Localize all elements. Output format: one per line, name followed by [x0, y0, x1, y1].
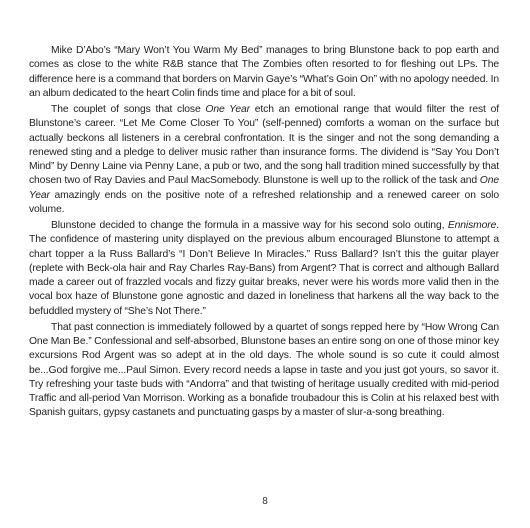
- paragraph-2-text-a: The couplet of songs that close: [51, 104, 206, 115]
- album-title-one-year-2: One Year: [29, 175, 499, 201]
- paragraph-4: [29, 321, 499, 421]
- paragraph-2: [29, 103, 499, 217]
- paragraph-3-text-b: . The confidence of mastering unity displayed on the previous album encouraged Blunstone to attempt a chart topper a la Russ Ballard’s “I Don’t Believe In Miracles.” Russ Ballard? Isn’t this the guitar player (replete with Beck-ola hair and Ray Charles Ray-Bans) from Argent? That is correct and although Ballard made a career out of frazzled vocals and fizzy guitar breaks, never were his words more valid then in the vocal box haze of Blunstone gone agnostic and dazed in loneliness that harkens all the way back to the befuddled mystery of “She’s Not There.”: [29, 220, 499, 317]
- paragraph-2-text-c: amazingly ends on the positive note of a refreshed relationship and a renewed career on solo volume.: [29, 189, 499, 215]
- paragraph-4-text: That past connection is immediately followed by a quartet of songs repped here by “How Wrong Can One Man Be.” Confessional and self-absorbed, Blunstone bases an entire song on one of those minor key excursions Rod Argent was so adept at in the old days. The whole sound is so cute it could almost be...God forgive me...Paul Simon. Every record needs a lapse in taste and you just got yours, so savor it. Try refreshing your taste buds with “Andorra” and that twisting of heritage usually credited with mid-period Traffic and all-period Van Morrison. Working as a bonafide troubadour this is Colin at his relaxed best with Spanish guitars, gypsy castanets and punctuating gasps by a master of slur-a-song breathing.: [29, 321, 499, 419]
- album-title-one-year: One Year: [205, 104, 250, 115]
- paragraph-2-text-b: etch an emotional range that would filter the rest of Blunstone’s career. “Let Me Come Closer To You” (self-penned) comforts a woman on the surface but actually beckons all listeners in a cerebral confrontation. It is the singer and not the song demanding a renewed sting and a pledge to deliver music rather than insurance forms. The dividend is “Say You Don’t Mind” by Denny Laine via Penny Lane, a pub or two, and the song hall tradition mined successfully by that chosen two of Ray Davies and Paul MacSomebody. Blunstone is well up to the rollick of the task and: [29, 104, 499, 187]
- document-page: [29, 44, 499, 423]
- paragraph-1: [29, 44, 499, 101]
- page-number: 8: [262, 496, 268, 507]
- paragraph-3-text-a: Blunstone decided to change the formula in a massive way for his second solo outing,: [51, 220, 448, 231]
- paragraph-1-text: Mike D’Abo’s “Mary Won’t You Warm My Bed” manages to bring Blunstone back to pop earth and comes as close to the white R&B stance that The Zombies often resorted to for fleshing out LPs. The difference here is a command that borders on Marvin Gaye’s “What’s Goin On” with no apology needed. In an album dedicated to the heart Colin finds time and place for a bit of soul.: [29, 45, 499, 99]
- album-title-ennismore: Ennismore: [447, 220, 497, 231]
- paragraph-3: [29, 219, 499, 319]
